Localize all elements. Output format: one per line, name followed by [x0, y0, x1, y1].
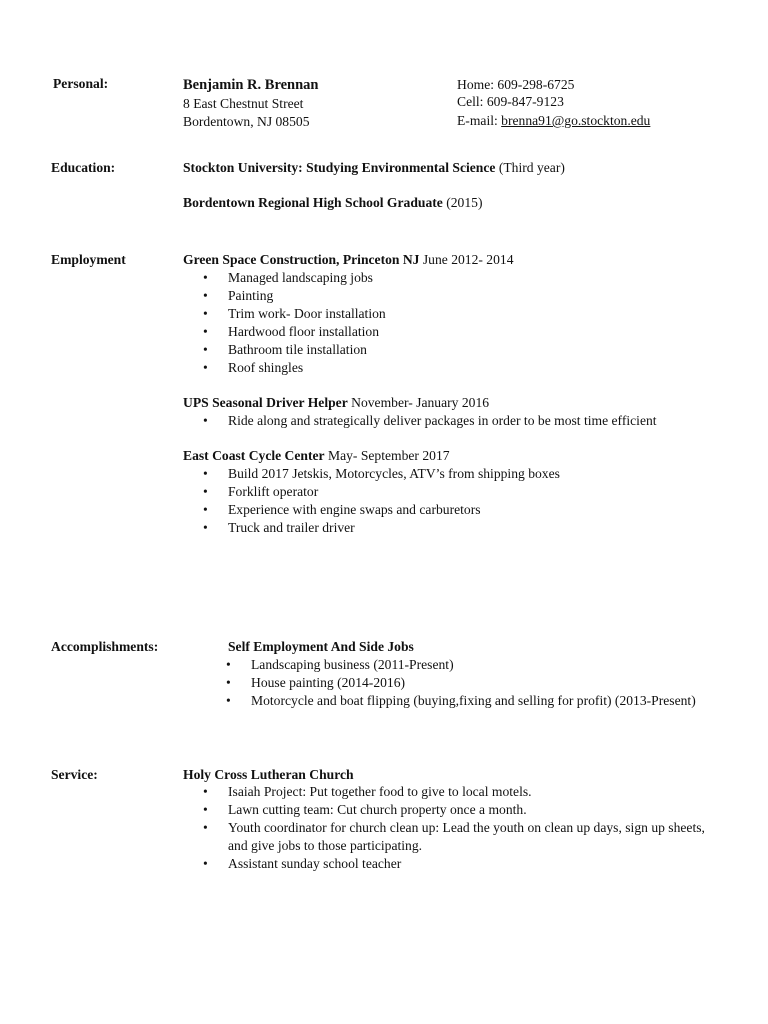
education-detail: (2015) [442, 195, 483, 210]
accomplishments-heading: Self Employment And Side Jobs [228, 639, 414, 654]
bullet-icon: • [203, 520, 208, 535]
bullet-icon: • [203, 413, 208, 428]
job-bullet-list [203, 465, 560, 537]
cell-phone-value: 609-847-9123 [486, 94, 564, 109]
list-item: • Painting [203, 288, 274, 303]
cell-phone-label: Cell: [457, 94, 487, 109]
list-item: • Motorcycle and boat flipping (buying,fixing and selling for profit) (2013-Present) [226, 693, 696, 708]
home-phone-label: Home: [457, 77, 498, 92]
list-item: • Forklift operator [203, 484, 319, 499]
bullet-icon: • [203, 466, 208, 481]
list-item: • Isaiah Project: Put together food to give to local motels. [203, 784, 532, 799]
bullet-icon: • [226, 693, 231, 708]
service-heading: Holy Cross Lutheran Church [183, 767, 354, 782]
home-phone [457, 76, 574, 94]
list-item: • Bathroom tile installation [203, 342, 367, 357]
bullet-icon: • [203, 324, 208, 339]
job-title: Green Space Construction, Princeton NJ [183, 252, 420, 267]
section-label-education: Education: [51, 160, 116, 175]
list-item: • Roof shingles [203, 360, 304, 375]
cell-phone [457, 93, 564, 111]
job-dates: November- January 2016 [347, 395, 490, 410]
list-item: • Assistant sunday school teacher [203, 856, 402, 871]
job-title: UPS Seasonal Driver Helper [183, 395, 348, 410]
job-bullet-list [203, 412, 657, 430]
education-school: Stockton University: Studying Environmental Science [183, 160, 496, 175]
list-item: • Hardwood floor installation [203, 324, 380, 339]
bullet-icon: • [203, 306, 208, 321]
job-bullet-list [203, 269, 386, 377]
bullet-icon: • [203, 360, 208, 375]
job-heading [183, 447, 450, 465]
education-entry [183, 159, 565, 177]
service-bullet-list [203, 783, 720, 873]
list-item: • Build 2017 Jetskis, Motorcycles, ATV’s from shipping boxes [203, 466, 560, 481]
accomplishments-bullet-list [226, 656, 706, 710]
bullet-icon: • [226, 675, 231, 690]
job-title: East Coast Cycle Center [183, 448, 325, 463]
bullet-icon: • [203, 342, 208, 357]
home-phone-value: 609-298-6725 [497, 77, 575, 92]
address-line-1: 8 East Chestnut Street [183, 96, 304, 111]
email-link[interactable]: brenna91@go.stockton.edu [501, 113, 651, 128]
bullet-icon: • [203, 270, 208, 285]
section-label-personal: Personal: [53, 76, 109, 91]
address-line-2: Bordentown, NJ 08505 [183, 114, 310, 129]
job-heading [183, 394, 489, 412]
candidate-name: Benjamin R. Brennan [183, 77, 319, 93]
list-item: • Truck and trailer driver [203, 520, 355, 535]
job-dates: May- September 2017 [324, 448, 450, 463]
bullet-icon: • [226, 657, 231, 672]
section-label-employment: Employment [51, 252, 126, 267]
list-item: • Ride along and strategically deliver packages in order to be most time efficient [203, 413, 657, 428]
bullet-icon: • [203, 820, 208, 835]
list-item: • Youth coordinator for church clean up: Lead the youth on clean up days, sign up sheets, and give jobs to those participating. [203, 820, 705, 853]
section-label-accomplishments: Accomplishments: [51, 639, 159, 654]
bullet-icon: • [203, 288, 208, 303]
list-item: • Managed landscaping jobs [203, 270, 373, 285]
list-item: • House painting (2014-2016) [226, 675, 406, 690]
bullet-icon: • [203, 784, 208, 799]
email [457, 112, 650, 130]
email-label: E-mail: [457, 113, 502, 128]
bullet-icon: • [203, 802, 208, 817]
section-label-service: Service: [51, 767, 98, 782]
list-item: • Landscaping business (2011-Present) [226, 657, 454, 672]
bullet-icon: • [203, 502, 208, 517]
job-dates: June 2012- 2014 [419, 252, 514, 267]
education-detail: (Third year) [495, 160, 565, 175]
list-item: • Experience with engine swaps and carburetors [203, 502, 481, 517]
education-school: Bordentown Regional High School Graduate [183, 195, 443, 210]
list-item: • Lawn cutting team: Cut church property once a month. [203, 802, 527, 817]
education-entry [183, 194, 482, 212]
list-item: • Trim work- Door installation [203, 306, 386, 321]
bullet-icon: • [203, 484, 208, 499]
job-heading [183, 251, 514, 269]
bullet-icon: • [203, 856, 208, 871]
